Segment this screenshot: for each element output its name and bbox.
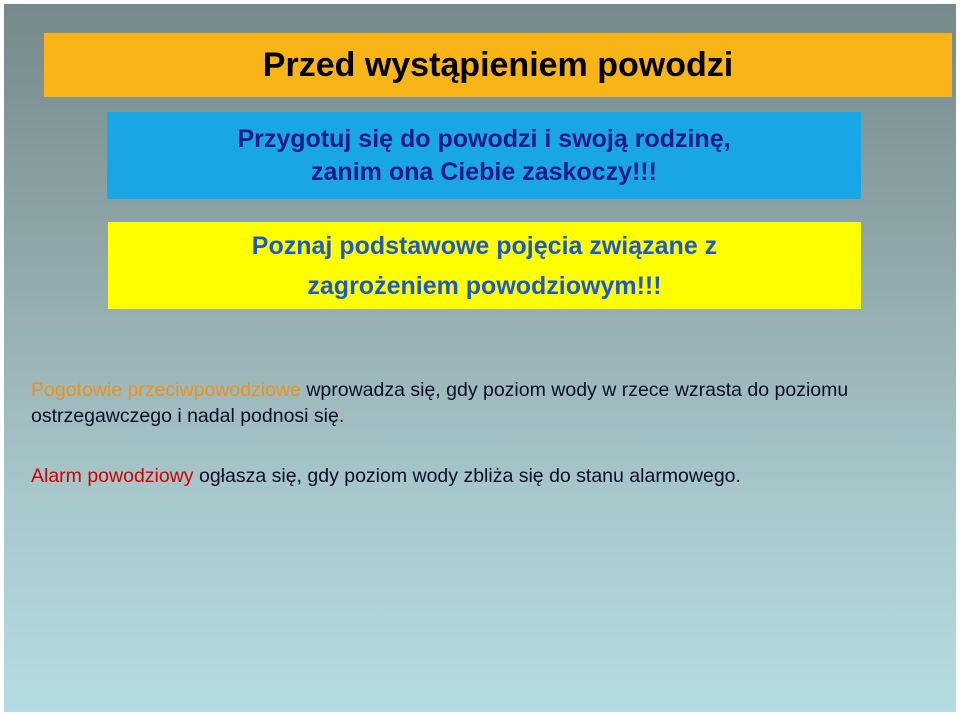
slide — [4, 4, 956, 712]
definition-flood-readiness — [31, 377, 941, 429]
slide-title: Przed wystąpieniem powodzi — [262, 45, 734, 84]
title-box — [44, 33, 952, 97]
callout-concepts-line-1: Poznaj podstawowe pojęcia związane z — [251, 231, 718, 260]
definition-flood-alarm — [31, 463, 941, 489]
callout-prepare-line-2: zanim ona Ciebie zaskoczy!!! — [311, 157, 657, 186]
callout-concepts — [108, 222, 861, 309]
definition-term-readiness: Pogotowie przeciwpowodziowe — [31, 379, 301, 401]
definition-text-readiness: wprowadza się, gdy poziom wody w rzece wzrasta do poziomu ostrzegawczego i nadal podnosi się. — [31, 379, 849, 427]
callout-prepare-line-1: Przygotuj się do powodzi i swoją rodzinę, — [237, 124, 731, 153]
callout-prepare — [107, 112, 861, 199]
definition-term-alarm: Alarm powodziowy — [31, 465, 194, 487]
definition-text-alarm: ogłasza się, gdy poziom wody zbliża się do stanu alarmowego. — [193, 465, 741, 487]
callout-concepts-line-2: zagrożeniem powodziowym!!! — [307, 271, 662, 300]
